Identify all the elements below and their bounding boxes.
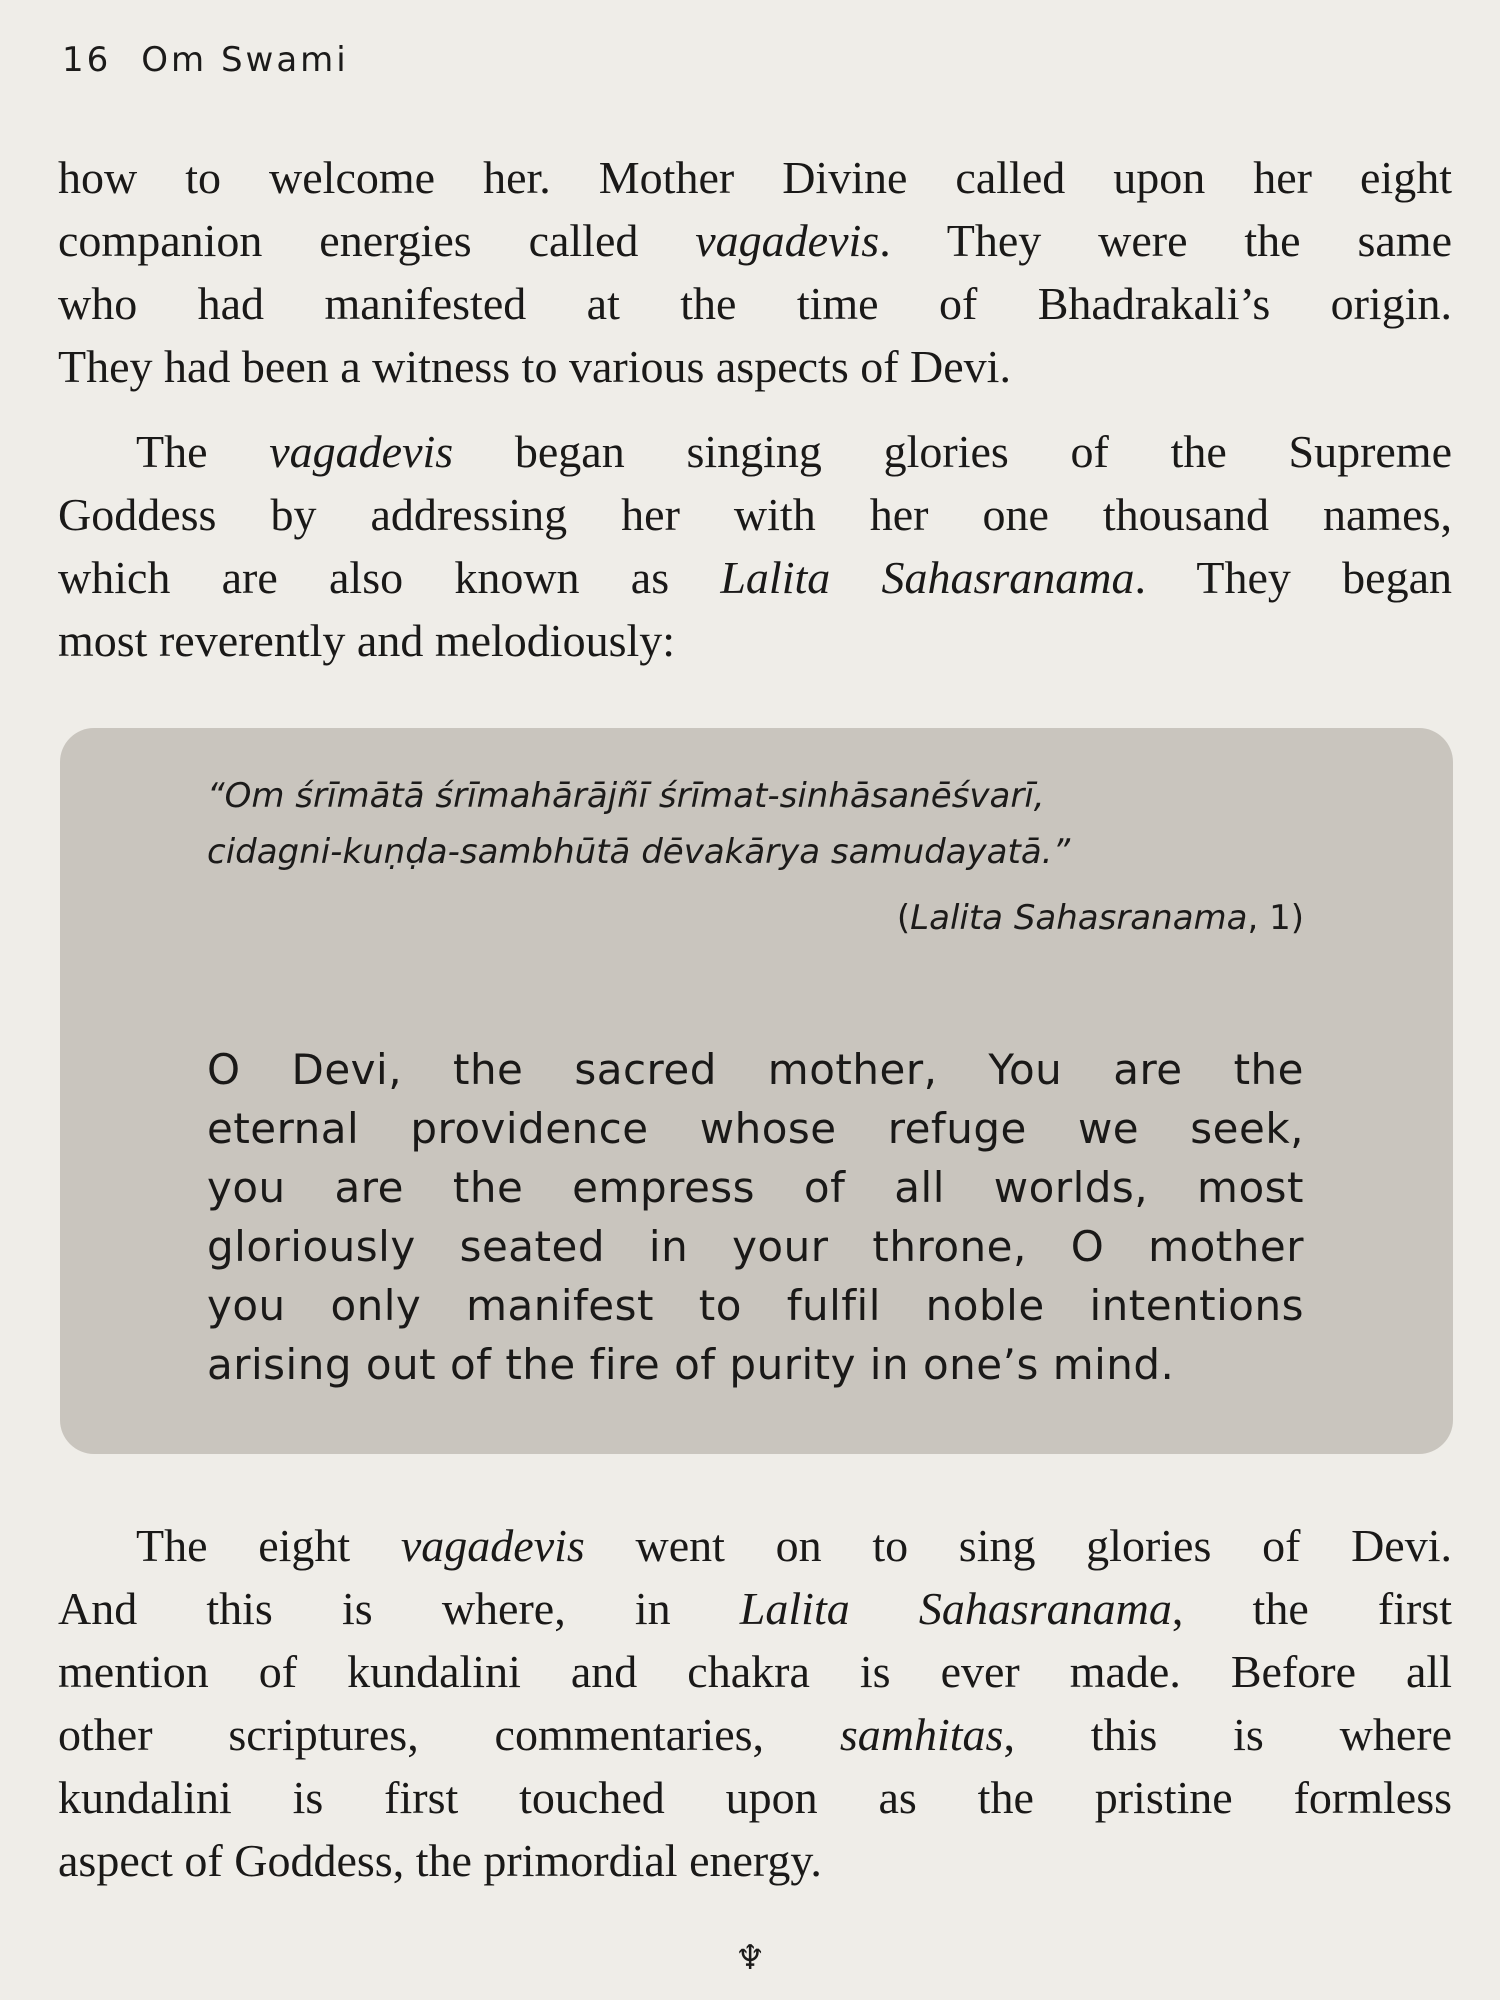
text-line: how to welcome her. Mother Divine called upon her eight bbox=[58, 152, 1452, 203]
italic-term: vagadevis bbox=[269, 426, 454, 477]
verse-line: “Om śrīmātā śrīmahārājñī śrīmat-sinhāsanēśvarī, bbox=[207, 776, 1045, 816]
paragraph-3 bbox=[58, 1514, 1452, 1892]
translation-line: arising out of the fire of purity in one’s mind. bbox=[207, 1340, 1175, 1389]
verse-translation bbox=[207, 1040, 1304, 1394]
text-line: Goddess by addressing her with her one thousand names, bbox=[58, 489, 1452, 540]
italic-term: samhitas bbox=[839, 1709, 1004, 1760]
page-number: 16 bbox=[62, 40, 112, 80]
verse-line: cidagni-kuṇḍa-sambhūtā dēvakārya samudayatā.” bbox=[207, 832, 1071, 872]
text-line: who had manifested at the time of Bhadrakali’s origin. bbox=[58, 278, 1452, 329]
translation-line: you are the empress of all worlds, most bbox=[207, 1163, 1304, 1212]
text-line: They had been a witness to various aspects of Devi. bbox=[58, 341, 1011, 392]
translation-line: eternal providence whose refuge we seek, bbox=[207, 1104, 1304, 1153]
sanskrit-verse bbox=[207, 768, 1304, 880]
text-line: The vagadevis began singing glories of the Supreme bbox=[136, 426, 1452, 477]
text-line: mention of kundalini and chakra is ever made. Before all bbox=[58, 1646, 1452, 1697]
italic-term: Lalita Sahasranama bbox=[720, 552, 1135, 603]
running-title: Om Swami bbox=[141, 40, 349, 80]
page-header bbox=[62, 40, 349, 80]
translation-line: gloriously seated in your throne, O mother bbox=[207, 1222, 1304, 1271]
text-line: The eight vagadevis went on to sing glories of Devi. bbox=[136, 1520, 1453, 1571]
text-line: kundalini is first touched upon as the pristine formless bbox=[58, 1772, 1452, 1823]
text-line: companion energies called vagadevis. They were the same bbox=[58, 215, 1452, 266]
verse-citation: (Lalita Sahasranama, 1) bbox=[896, 898, 1304, 938]
text-line: which are also known as Lalita Sahasranama. They began bbox=[58, 552, 1452, 603]
paragraph-2 bbox=[58, 420, 1452, 672]
italic-term: vagadevis bbox=[400, 1520, 585, 1571]
paragraph-1 bbox=[58, 146, 1452, 398]
text-line: And this is where, in Lalita Sahasranama, the first bbox=[58, 1583, 1453, 1634]
text-line: aspect of Goddess, the primordial energy. bbox=[58, 1835, 822, 1886]
translation-line: O Devi, the sacred mother, You are the bbox=[207, 1045, 1304, 1094]
italic-term: vagadevis bbox=[695, 215, 880, 266]
text-line: most reverently and melodiously: bbox=[58, 615, 676, 666]
text-line: other scriptures, commentaries, samhitas, this is where bbox=[58, 1709, 1453, 1760]
section-ornament-icon: ♆ bbox=[735, 1938, 766, 1978]
translation-line: you only manifest to fulfil noble intentions bbox=[207, 1281, 1304, 1330]
italic-term: Lalita Sahasranama bbox=[739, 1583, 1172, 1634]
